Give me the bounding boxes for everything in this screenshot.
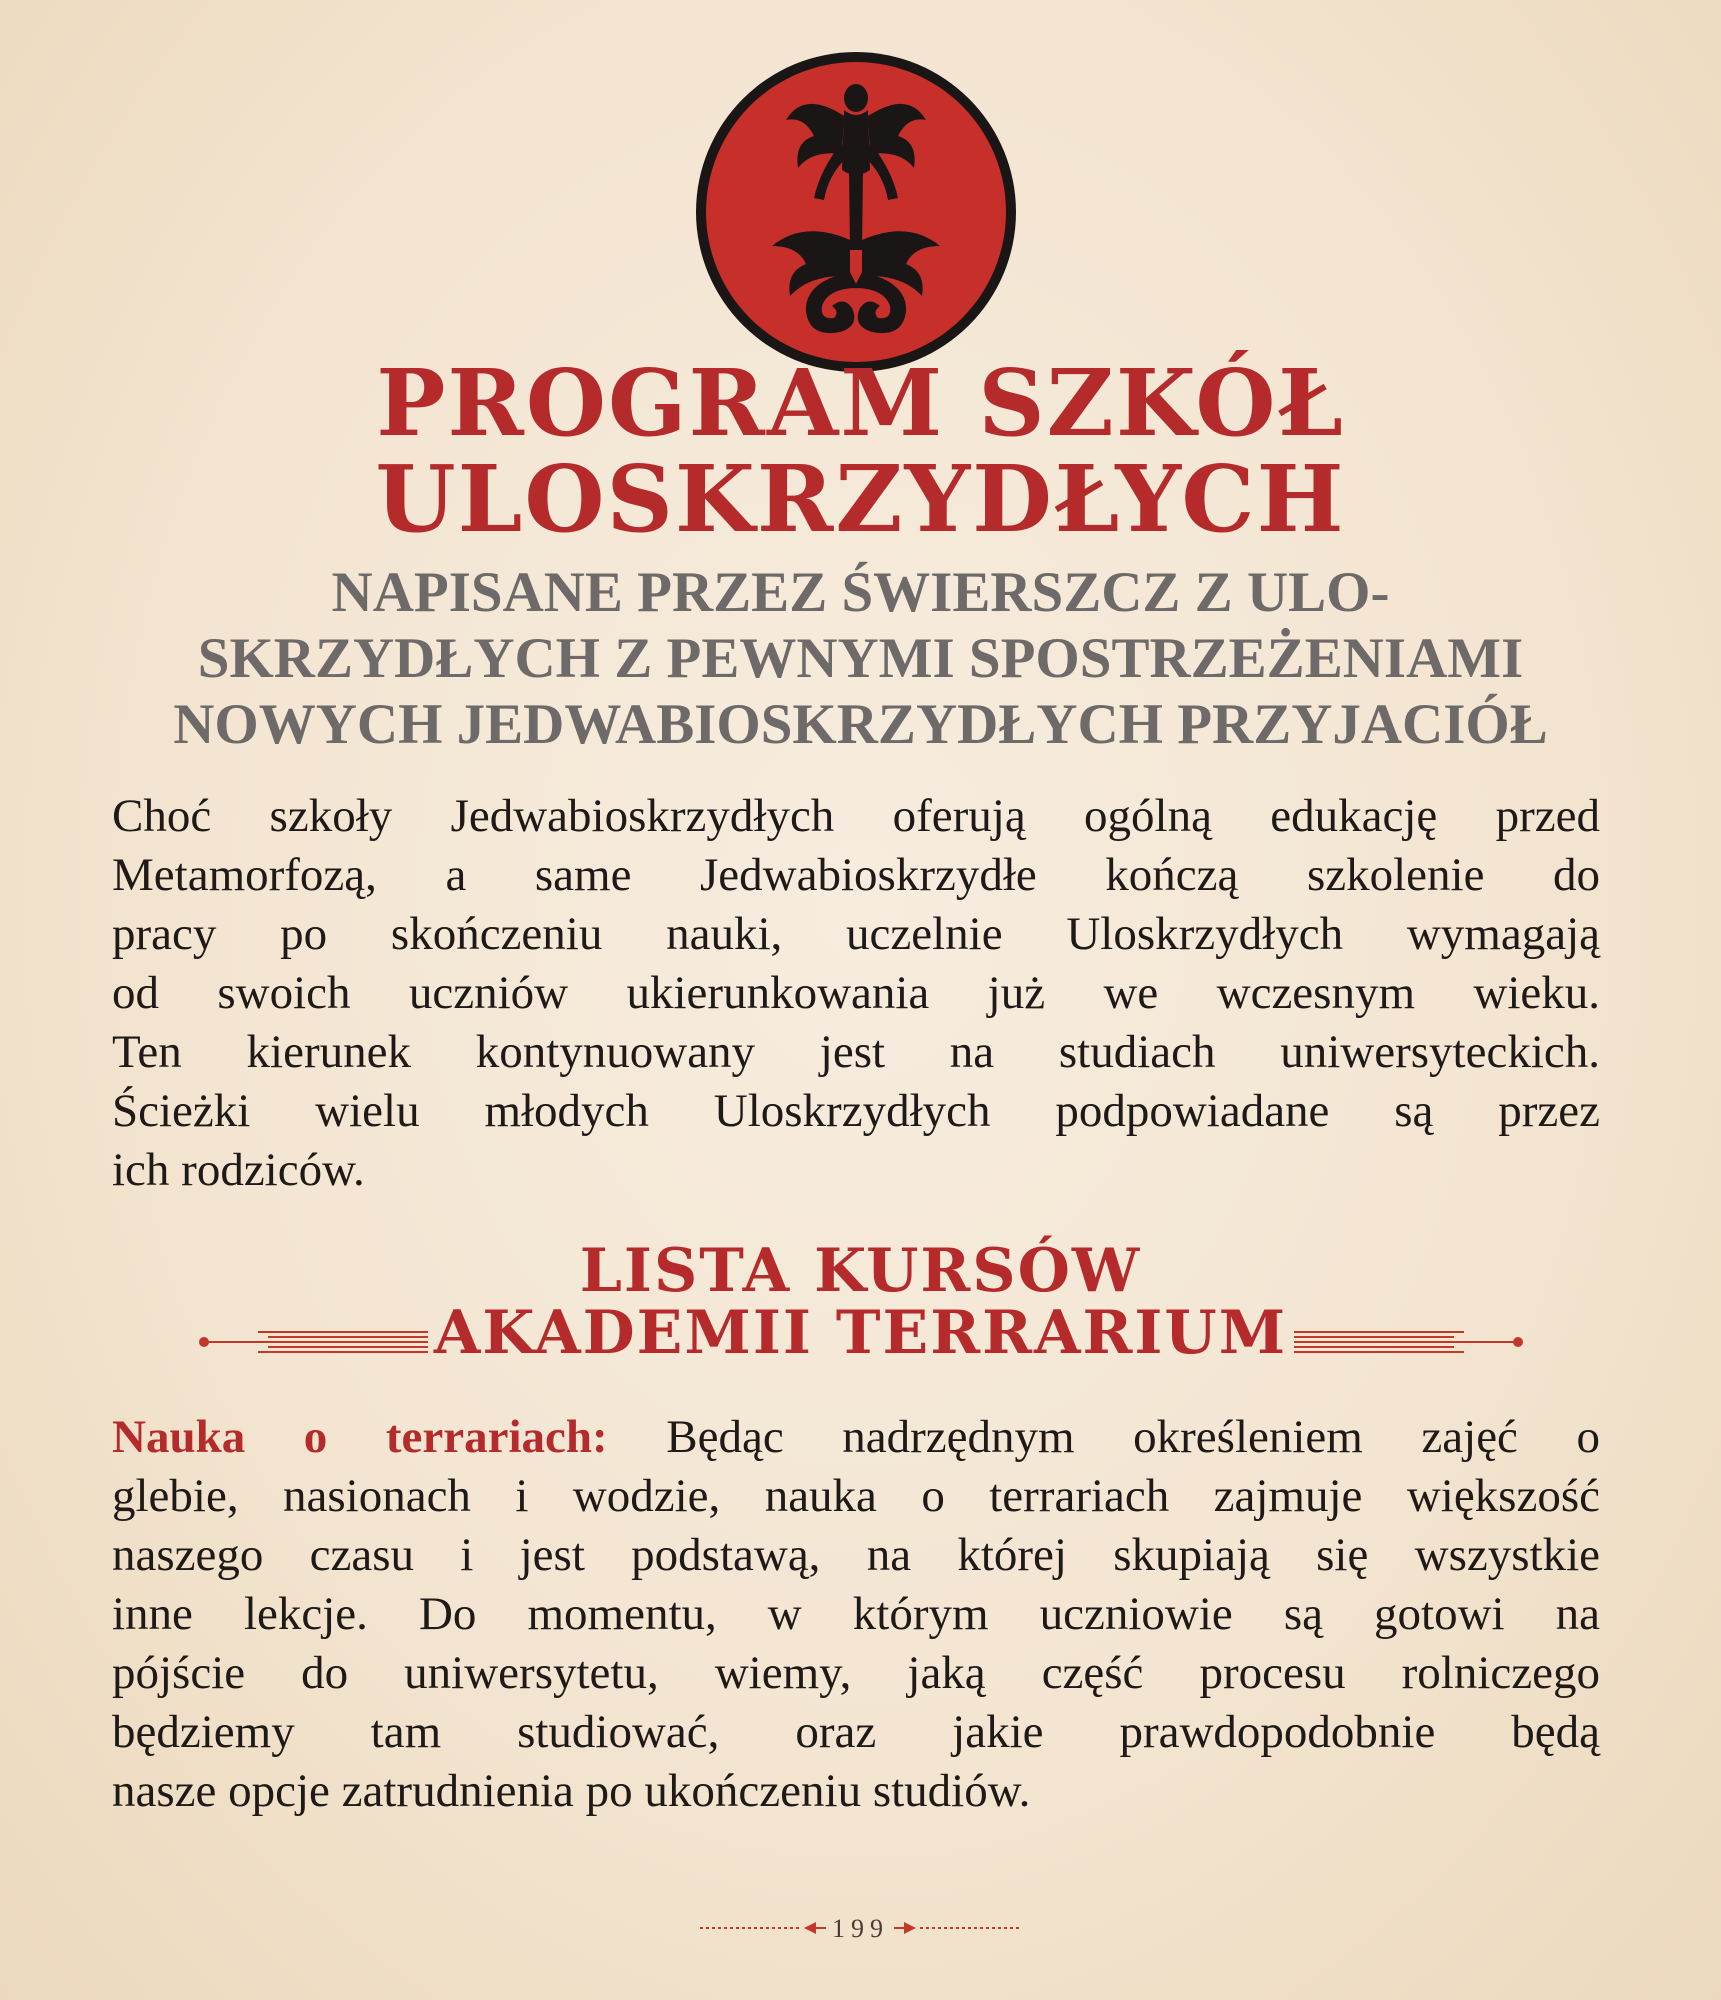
subtitle-line-2: SKRZYDŁYCH Z PEWNYMI SPOSTRZEŻENIAMI [197, 627, 1524, 690]
subtitle [80, 560, 1641, 758]
heading-ornament-right-icon [1284, 1322, 1524, 1362]
course-line: inne lekcje. Do momentu, w którym uczniowie są gotowi na [112, 1588, 1600, 1640]
intro-line: ich rodziców. [112, 1144, 365, 1196]
intro-line: Ścieżki wielu młodych Uloskrzydłych podpowiadane są przez [112, 1085, 1600, 1137]
course-line: pójście do uniwersytetu, wiemy, jaką część procesu rolniczego [112, 1647, 1600, 1699]
course-line: glebie, nasionach i wodzie, nauka o terrariach zajmuje większość [112, 1470, 1600, 1522]
intro-line: pracy po skończeniu nauki, uczelnie Uloskrzydłych wymagają [112, 908, 1600, 960]
course-first-line-text: Będąc nadrzędnym określeniem zajęć o [607, 1411, 1600, 1463]
title-line-2: ULOSKRZYDŁYCH [375, 445, 1346, 553]
subtitle-line-3: NOWYCH JEDWABIOSKRZYDŁYCH PRZYJACIÓŁ [173, 693, 1548, 756]
wing-dragon-emblem-icon [694, 50, 1018, 374]
course-line: naszego czasu i jest podstawą, na której skupiają się wszystkie [112, 1529, 1600, 1581]
course-name: Nauka o terrariach: [112, 1411, 608, 1463]
title-line-1: PROGRAM SZKÓŁ [376, 349, 1345, 457]
intro-line: Ten kierunek kontynuowany jest na studiach uniwersyteckich. [112, 1026, 1600, 1078]
intro-paragraph [112, 787, 1600, 1200]
course-first-line [112, 1408, 1600, 1467]
section-heading-line-1: LISTA KURSÓW [579, 1236, 1142, 1306]
section-heading-line-2: AKADEMII TERRARIUM [433, 1298, 1288, 1368]
subtitle-line-1: NAPISANE PRZEZ ŚWIERSZCZ Z ULO- [331, 561, 1390, 624]
course-paragraph [112, 1408, 1600, 1821]
course-line: nasze opcje zatrudnienia po ukończeniu studiów. [112, 1765, 1031, 1817]
page-title [0, 349, 1721, 553]
intro-line: od swoich uczniów ukierunkowania już we wczesnym wieku. [112, 967, 1600, 1019]
intro-line: Choć szkoły Jedwabioskrzydłych oferują ogólną edukację przed [112, 790, 1600, 842]
intro-line: Metamorfozą, a same Jedwabioskrzydłe kończą szkolenie do [112, 849, 1600, 901]
page-number: 199 [832, 1914, 889, 1943]
heading-ornament-left-icon [198, 1322, 438, 1362]
course-line: będziemy tam studiować, oraz jakie prawdopodobnie będą [112, 1706, 1600, 1758]
